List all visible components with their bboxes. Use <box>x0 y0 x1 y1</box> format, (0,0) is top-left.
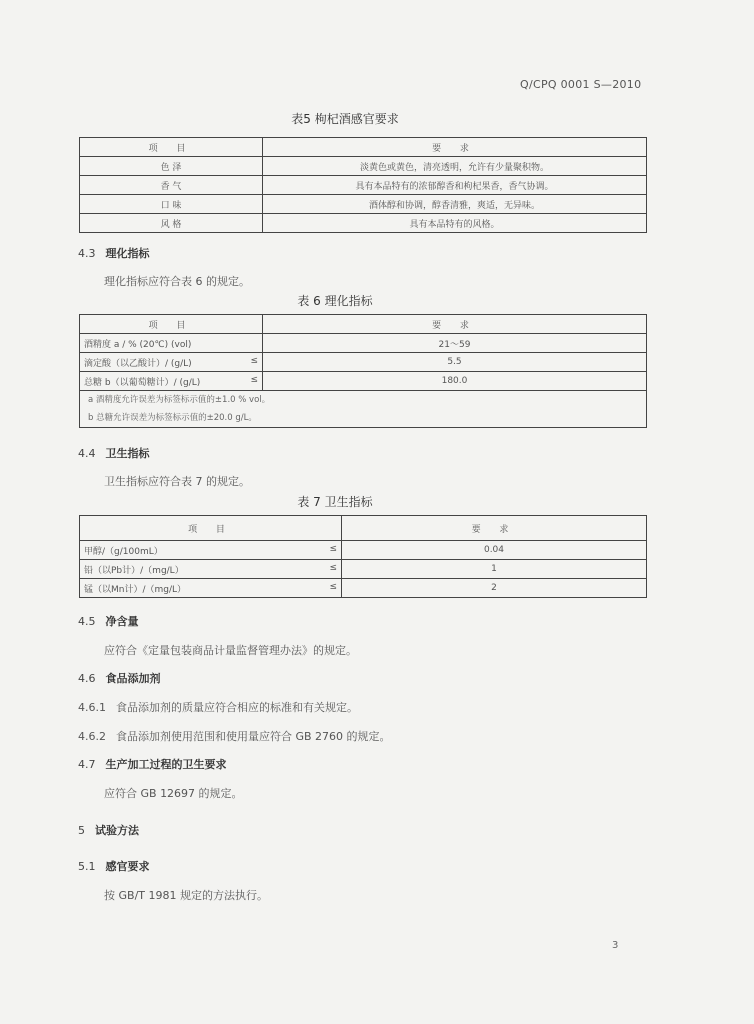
section-4-4-text: 卫生指标应符合表 7 的规定。 <box>104 475 250 488</box>
item-label: 滴定酸（以乙酸计）/ (g/L) <box>84 358 192 369</box>
item-label: 铅（以Pb计）/（mg/L） <box>84 565 184 576</box>
section-title: 食品添加剂 <box>105 672 161 685</box>
section-number: 4.3 <box>78 247 96 260</box>
table6-req: 5.5 <box>263 353 647 372</box>
table-row <box>80 334 647 353</box>
section-4-7-text: 应符合 GB 12697 的规定。 <box>104 787 243 800</box>
section-number: 5.1 <box>78 860 96 873</box>
table5-col-item: 项 目 <box>80 138 263 157</box>
operator: ≤ <box>329 543 337 554</box>
table6-notes <box>80 391 647 428</box>
item-label: 酒精度 a / % (20℃) (vol) <box>84 339 192 350</box>
operator: ≤ <box>329 581 337 592</box>
section-number: 4.6 <box>78 672 96 685</box>
table6-notes-row <box>80 391 647 428</box>
section-5-1-heading <box>78 858 150 874</box>
table-row <box>80 214 647 233</box>
table7 <box>79 515 647 598</box>
table6-caption: 表 6 理化指标 <box>297 294 373 308</box>
table6-col-item: 项 目 <box>80 315 263 334</box>
table7-col-req: 要 求 <box>342 516 647 541</box>
section-title: 净含量 <box>105 615 139 628</box>
table5-req: 酒体醇和协调，醇香清雅，爽适，无异味。 <box>263 195 647 214</box>
table7-item <box>80 579 342 598</box>
table6-item <box>80 353 263 372</box>
table-row <box>80 157 647 176</box>
table5-item: 风 格 <box>80 214 263 233</box>
table7-caption: 表 7 卫生指标 <box>297 495 373 509</box>
section-4-5-heading <box>78 613 139 629</box>
section-title: 卫生指标 <box>105 447 150 460</box>
section-5-heading <box>78 822 139 838</box>
page-number: 3 <box>612 940 619 951</box>
table5-col-req: 要 求 <box>263 138 647 157</box>
section-4-6-1 <box>78 699 358 715</box>
table-row <box>80 579 647 598</box>
table7-header-row <box>80 516 647 541</box>
table6-req: 21～59 <box>263 334 647 353</box>
section-number: 4.4 <box>78 447 96 460</box>
table6-req: 180.0 <box>263 372 647 391</box>
section-number: 4.5 <box>78 615 96 628</box>
doc-code: Q/CPQ 0001 S—2010 <box>520 78 642 91</box>
section-text: 食品添加剂使用范围和使用量应符合 GB 2760 的规定。 <box>116 730 391 743</box>
table6-note-b: b 总糖允许误差为标签标示值的±20.0 g/L。 <box>88 413 257 423</box>
section-4-4-heading <box>78 445 150 461</box>
table7-item <box>80 560 342 579</box>
table7-col-item: 项 目 <box>80 516 342 541</box>
table6-header-row <box>80 315 647 334</box>
table6-item <box>80 372 263 391</box>
section-4-3-heading <box>78 245 150 261</box>
table6-col-req: 要 求 <box>263 315 647 334</box>
section-number: 5 <box>78 824 85 837</box>
section-number: 4.6.2 <box>78 730 106 743</box>
section-4-6-2 <box>78 728 391 744</box>
table-row <box>80 176 647 195</box>
table6-item <box>80 334 263 353</box>
table7-req: 1 <box>342 560 647 579</box>
table-row <box>80 541 647 560</box>
section-title: 感官要求 <box>105 860 150 873</box>
table-row <box>80 353 647 372</box>
section-5-1-text: 按 GB/T 1981 规定的方法执行。 <box>104 889 268 902</box>
item-label: 甲醇/（g/100mL） <box>84 546 163 557</box>
table5-item: 香 气 <box>80 176 263 195</box>
table7-req: 0.04 <box>342 541 647 560</box>
table5-caption: 表5 枸杞酒感官要求 <box>291 112 399 126</box>
section-title: 生产加工过程的卫生要求 <box>105 758 227 771</box>
table5-item: 口 味 <box>80 195 263 214</box>
operator: ≤ <box>250 374 258 385</box>
table-row <box>80 560 647 579</box>
table5-req: 具有本品特有的浓郁醇香和枸杞果香，香气协调。 <box>263 176 647 195</box>
table7-req: 2 <box>342 579 647 598</box>
section-title: 理化指标 <box>105 247 150 260</box>
section-title: 试验方法 <box>95 824 139 837</box>
section-text: 食品添加剂的质量应符合相应的标准和有关规定。 <box>116 701 358 714</box>
section-4-6-heading <box>78 670 161 686</box>
item-label: 锰（以Mn计）/（mg/L） <box>84 584 187 595</box>
table5 <box>79 137 647 233</box>
table-row <box>80 372 647 391</box>
table5-req: 具有本品特有的风格。 <box>263 214 647 233</box>
section-number: 4.7 <box>78 758 96 771</box>
section-4-3-text: 理化指标应符合表 6 的规定。 <box>104 275 250 288</box>
item-label: 总糖 b（以葡萄糖计）/ (g/L) <box>84 377 201 388</box>
operator: ≤ <box>250 355 258 366</box>
table-row <box>80 195 647 214</box>
table6-note-a: a 酒精度允许误差为标签标示值的±1.0 % vol。 <box>88 395 271 405</box>
section-4-7-heading <box>78 756 227 772</box>
table5-req: 淡黄色或黄色，清亮透明，允许有少量聚积物。 <box>263 157 647 176</box>
operator: ≤ <box>329 562 337 573</box>
table5-header-row <box>80 138 647 157</box>
section-4-5-text: 应符合《定量包装商品计量监督管理办法》的规定。 <box>104 644 357 657</box>
table6 <box>79 314 647 428</box>
table5-item: 色 泽 <box>80 157 263 176</box>
table7-item <box>80 541 342 560</box>
section-number: 4.6.1 <box>78 701 106 714</box>
